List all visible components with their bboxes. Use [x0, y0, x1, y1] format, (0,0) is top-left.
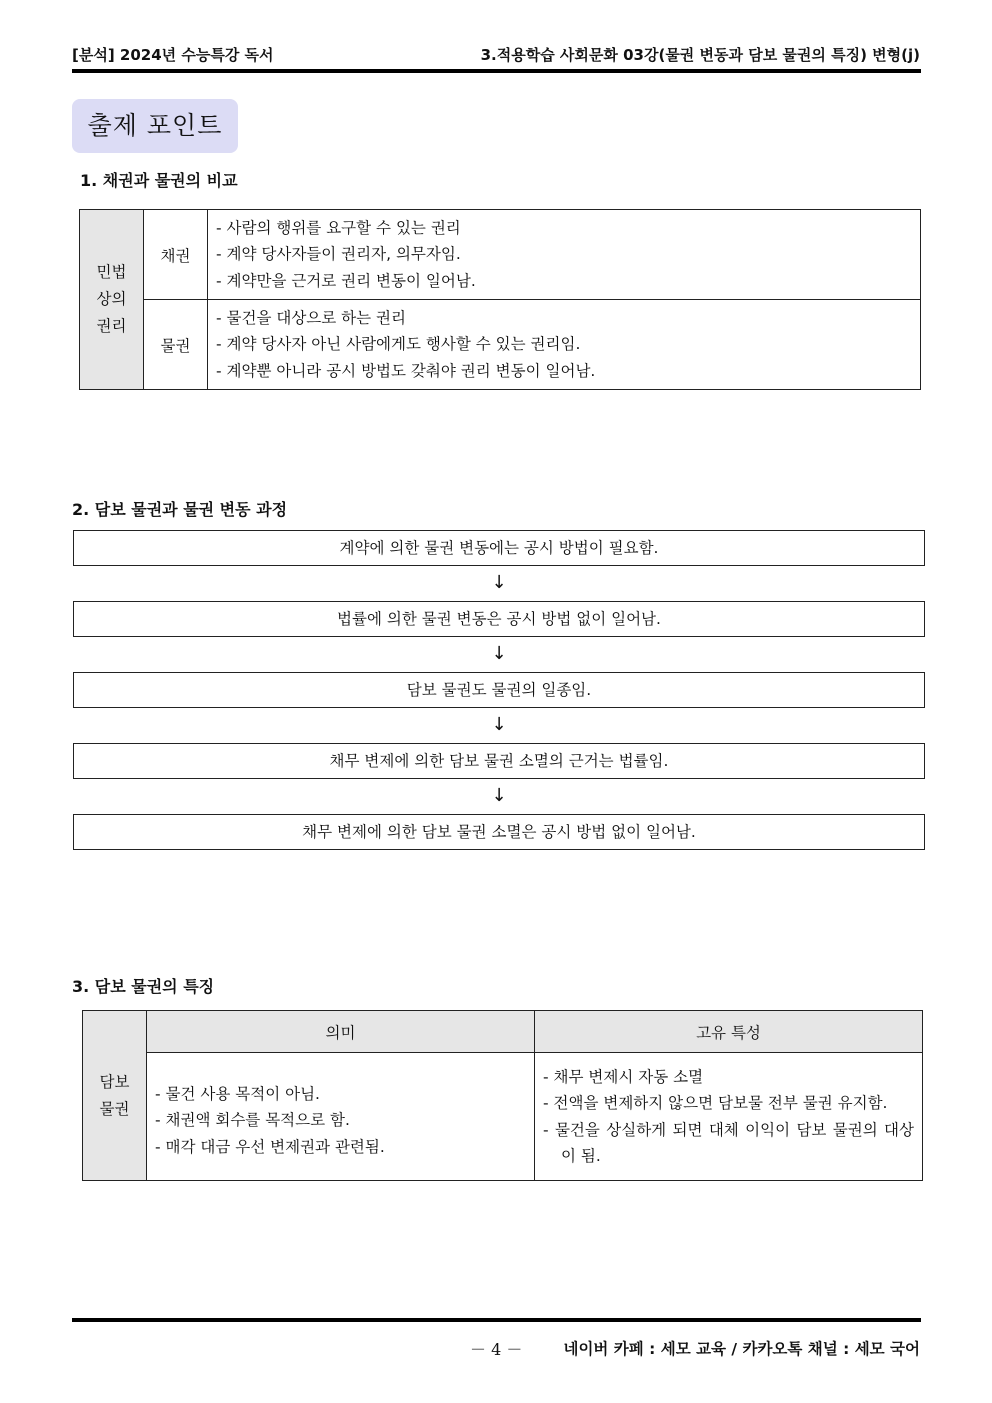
col-header-traits: 고유 특성 — [535, 1011, 923, 1053]
property-line: - 물건을 대상으로 하는 권리 — [216, 308, 407, 327]
footer-text: 네이버 카페 : 세모 교육 / 카카오톡 채널 : 세모 국어 — [563, 1340, 920, 1358]
header-right: 3.적용학습 사회문화 03강(물권 변동과 담보 물권의 특징) 변형(j) — [480, 46, 920, 64]
flow-step: 채무 변제에 의한 담보 물권 소멸은 공시 방법 없이 일어남. — [73, 814, 925, 850]
property-line: - 계약 당사자 아닌 사람에게도 행사할 수 있는 권리임. — [216, 335, 581, 354]
meaning-line: - 매각 대금 우선 변제권과 관련됨. — [155, 1137, 385, 1156]
flow-step: 담보 물권도 물권의 일종임. — [73, 672, 925, 708]
property-description — [208, 300, 921, 390]
collateral-table — [82, 1010, 923, 1181]
header-rule — [72, 69, 921, 73]
row-header-line: 상의 — [96, 290, 127, 308]
traits-cell — [535, 1053, 923, 1181]
row-header-line: 담보 — [99, 1072, 130, 1091]
flow-step: 법률에 의한 물권 변동은 공시 방법 없이 일어남. — [73, 601, 925, 637]
trait-line: - 전액을 변제하지 않으면 담보물 전부 물권 유지함. — [543, 1094, 888, 1112]
meaning-line: - 채권액 회수를 목적으로 함. — [155, 1111, 350, 1130]
meaning-cell — [147, 1053, 535, 1181]
row-header-cell — [83, 1011, 147, 1181]
section3-title: 3. 담보 물권의 특징 — [72, 977, 215, 996]
point-badge: 출제 포인트 — [72, 99, 238, 153]
bond-description — [208, 210, 921, 300]
trait-line: - 채무 변제시 자동 소멸 — [543, 1067, 704, 1086]
row-header-line: 권리 — [96, 317, 127, 335]
row-header-line: 민법 — [96, 263, 127, 281]
flow-step: 계약에 의한 물권 변동에는 공시 방법이 필요함. — [73, 530, 925, 566]
comparison-table — [79, 209, 921, 390]
bond-line: - 계약 당사자들이 권리자, 의무자임. — [216, 245, 461, 264]
bond-line: - 사람의 행위를 요구할 수 있는 권리 — [216, 218, 461, 237]
property-label: 물권 — [144, 300, 208, 390]
row-header-line: 물권 — [99, 1099, 130, 1118]
down-arrow-icon: ↓ — [491, 643, 507, 664]
meaning-line: - 물건 사용 목적이 아님. — [155, 1084, 320, 1103]
footer-rule — [72, 1318, 921, 1322]
section2-title: 2. 담보 물권과 물권 변동 과정 — [72, 500, 288, 519]
bond-label: 채권 — [144, 210, 208, 300]
flow-step: 채무 변제에 의한 담보 물권 소멸의 근거는 법률임. — [73, 743, 925, 779]
row-header-cell — [80, 210, 144, 390]
property-line: - 계약뿐 아니라 공시 방법도 갖춰야 권리 변동이 일어남. — [216, 361, 596, 380]
bond-line: - 계약만을 근거로 권리 변동이 일어남. — [216, 271, 476, 290]
down-arrow-icon: ↓ — [491, 785, 507, 806]
page-number: － 4 － — [470, 1340, 523, 1359]
section1-title: 1. 채권과 물권의 비교 — [80, 171, 238, 190]
down-arrow-icon: ↓ — [491, 714, 507, 735]
trait-line: - 물건을 상실하게 되면 대체 이익이 담보 물권의 대상이 됨. — [543, 1120, 914, 1165]
col-header-meaning: 의미 — [147, 1011, 535, 1053]
down-arrow-icon: ↓ — [491, 572, 507, 593]
header-left: [분석] 2024년 수능특강 독서 — [72, 46, 274, 64]
